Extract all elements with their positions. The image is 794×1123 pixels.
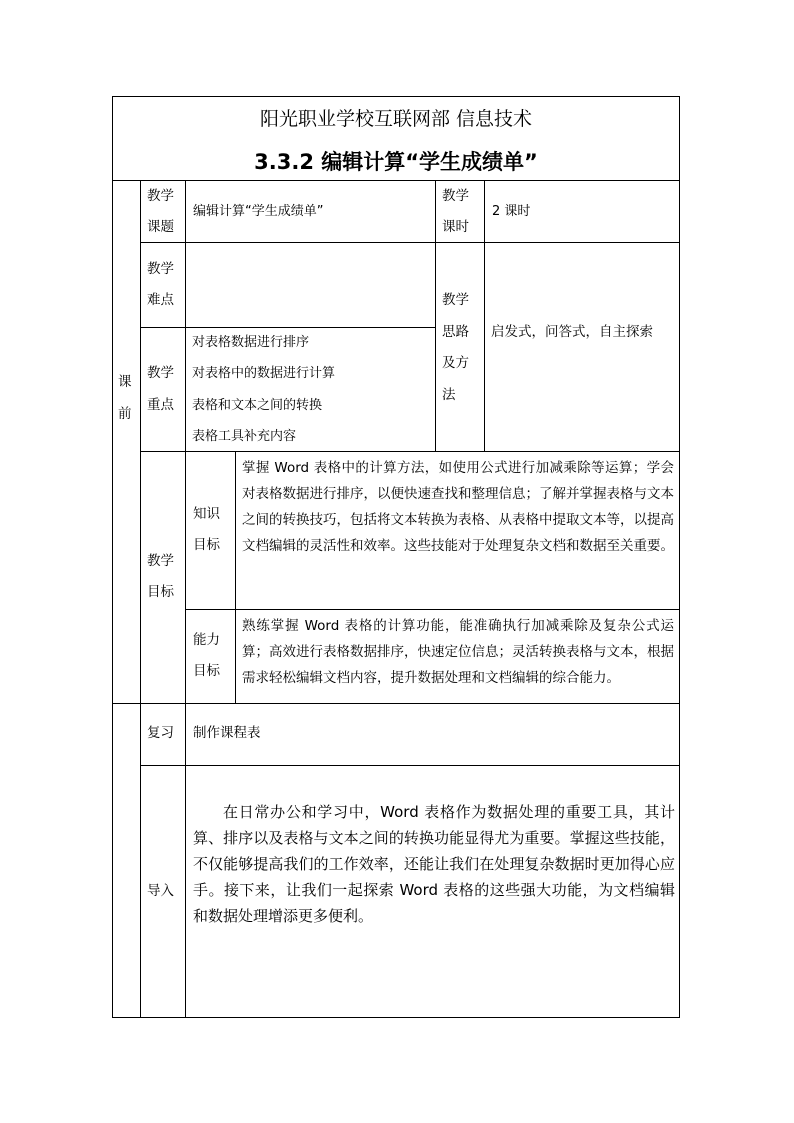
- intro-label: 导入: [147, 883, 174, 899]
- keypoint-item: 对表格数据进行排序: [192, 335, 310, 350]
- topic-value: 编辑计算“学生成绩单”: [193, 204, 324, 219]
- method-label-1: 教学: [442, 292, 469, 308]
- ability-objective-text: 熟练掌握 Word 表格的计算功能，能准确执行加减乘除及复杂公式运算；高效进行表格数据排序，快速定位信息；灵活转换表格与文本，根据需求轻松编辑文档内容，提升数据处理和文档编辑的综合能力。: [242, 618, 674, 686]
- school-line: 阳光职业学校互联网部 信息技术: [259, 108, 533, 130]
- method-label-4: 法: [442, 387, 456, 403]
- topic-label-1: 教学: [147, 188, 174, 204]
- hours-value: 2 课时: [492, 204, 531, 219]
- rule-hours-label-left: [435, 180, 436, 451]
- knowledge-objective-text: 掌握 Word 表格中的计算方法，如使用公式进行加减乘除等运算；学会对表格数据进行排序，以便快速查找和整理信息；了解并掌握表格与文本之间的转换技巧，包括将文本转换为表格、从表格中提取文本等，以提高文档编辑的灵活性和效率。这些技能对于处理复杂文档和数据至关重要。: [242, 460, 674, 554]
- keypoints-label-2: 重点: [147, 397, 174, 413]
- objectives-label-1: 教学: [147, 553, 174, 569]
- section-label-preclass-1: 课: [118, 374, 132, 390]
- keypoint-item: 表格工具补充内容: [192, 429, 297, 444]
- hours-label-2: 课时: [442, 219, 469, 235]
- ability-label-2: 目标: [193, 663, 220, 679]
- method-label-2: 思路: [442, 324, 469, 340]
- difficulty-label-2: 难点: [147, 292, 174, 308]
- keypoint-item: 对表格中的数据进行计算: [192, 366, 336, 381]
- difficulty-label-1: 教学: [147, 261, 174, 277]
- knowledge-label-1: 知识: [193, 506, 220, 522]
- rule-hours-label-right: [484, 180, 485, 451]
- intro-text: 在日常办公和学习中，Word 表格作为数据处理的重要工具，其计算、排序以及表格与文本之间的转换功能显得尤为重要。掌握这些技能，不仅能够提高我们的工作效率，还能让我们在处理复杂数据时更加得心应手。接下来，让我们一起探索 Word 表格的这些强大功能，为文档编辑和数据处理增添更多便利。: [193, 803, 675, 925]
- rule-review-bottom: [140, 765, 680, 766]
- keypoints-label-1: 教学: [147, 365, 174, 381]
- hours-label-1: 教学: [442, 188, 469, 204]
- knowledge-label-2: 目标: [193, 537, 220, 553]
- section-label-preclass-2: 前: [118, 406, 132, 422]
- objectives-label-2: 目标: [147, 584, 174, 600]
- rule-knowledge-bottom: [186, 609, 680, 610]
- method-value: 启发式，问答式，自主探索: [491, 324, 653, 340]
- rule-label-col: [185, 180, 186, 1018]
- rule-section-col: [140, 180, 141, 1018]
- review-label: 复习: [147, 725, 174, 741]
- method-label-3: 及方: [442, 355, 469, 371]
- ability-label-1: 能力: [193, 632, 220, 648]
- lesson-title: 3.3.2 编辑计算“学生成绩单”: [254, 150, 538, 174]
- rule-topic-bottom: [140, 242, 680, 243]
- topic-label-2: 课题: [147, 219, 174, 235]
- review-value: 制作课程表: [193, 725, 261, 741]
- keypoint-item: 表格和文本之间的转换: [192, 398, 323, 413]
- rule-sublabel-col: [235, 451, 236, 703]
- rule-preclass-bottom: [112, 703, 680, 704]
- rule-header-bottom: [112, 180, 680, 181]
